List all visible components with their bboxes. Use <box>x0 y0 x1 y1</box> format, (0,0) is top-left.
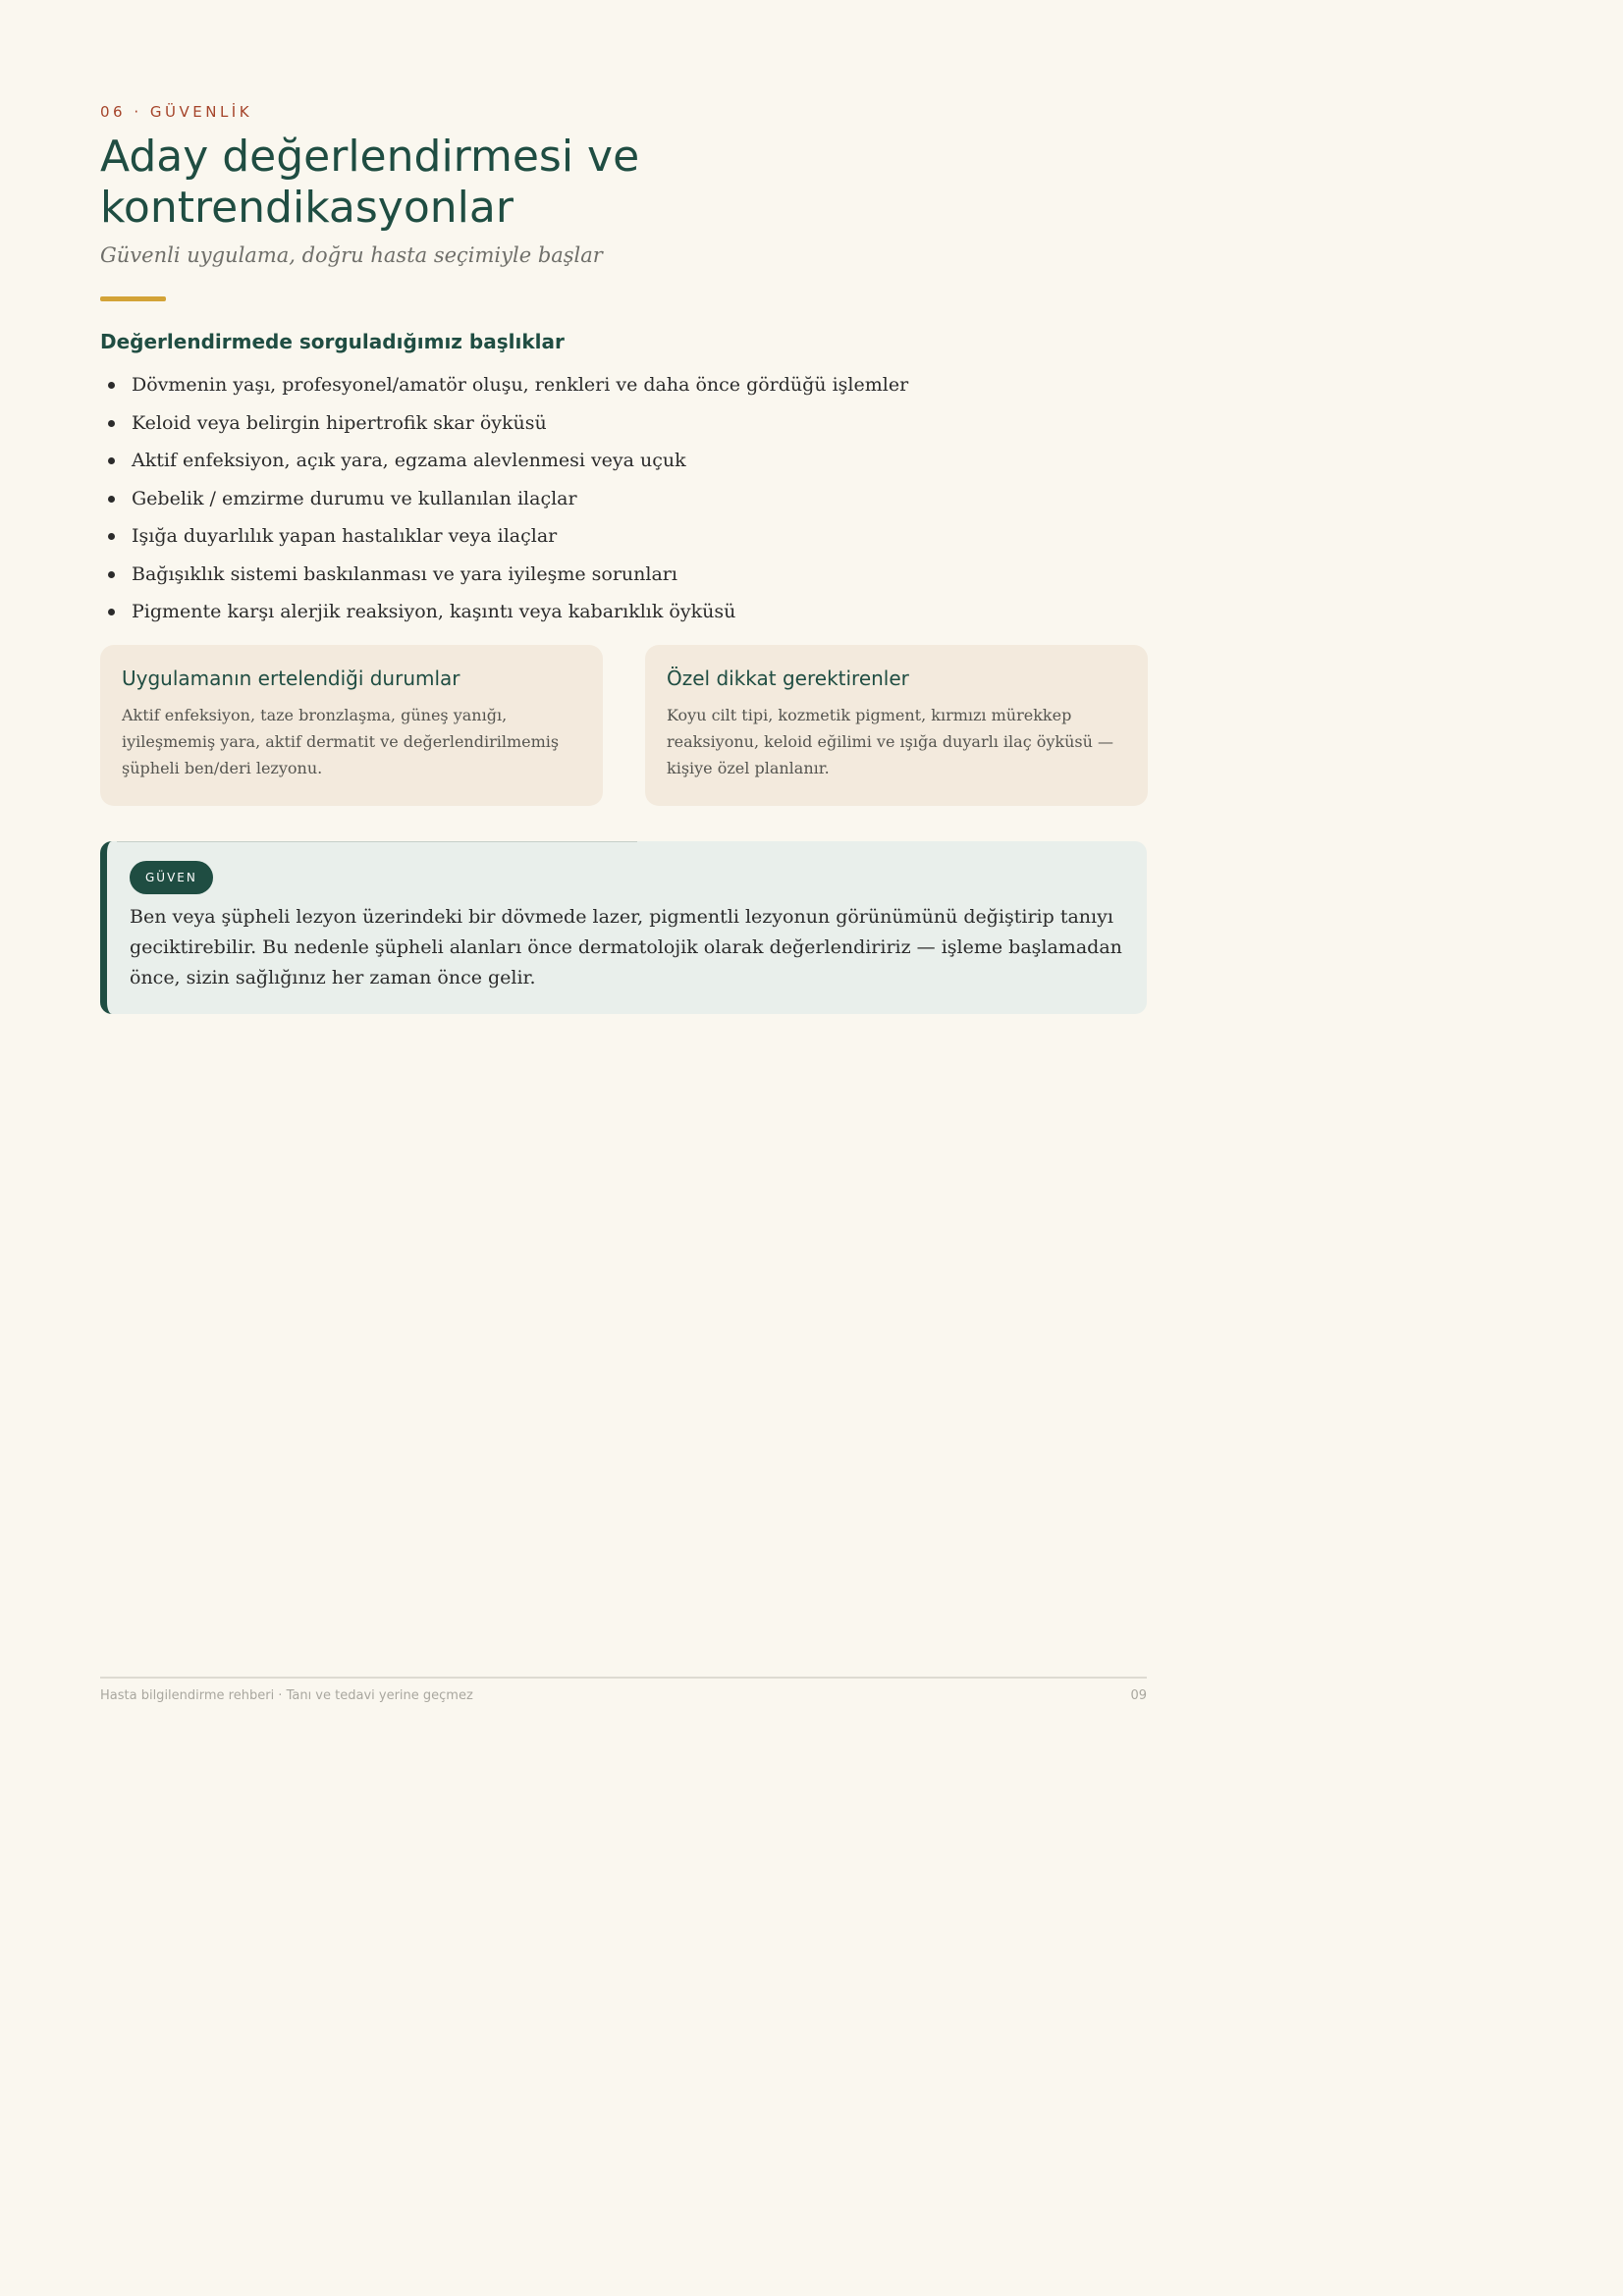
assessment-heading: Değerlendirmede sorguladığımız başlıklar <box>100 330 565 353</box>
deferral-card-text: Aktif enfeksiyon, taze bronzlaşma, güneş yanığı, iyileşmemiş yara, aktif dermatit ve değerlendirilmemiş şüpheli ben/deri lezyonu. <box>122 706 560 777</box>
page-title: Aday değerlendirmesi ve kontrendikasyonlar <box>100 132 640 233</box>
list-item: Bağışıklık sistemi baskılanması ve yara iyileşme sorunları <box>100 556 908 594</box>
page-subtitle: Güvenli uygulama, doğru hasta seçimiyle başlar <box>100 243 603 267</box>
special-care-card-text: Koyu cilt tipi, kozmetik pigment, kırmızı mürekkep reaksiyonu, keloid eğilimi ve ışığa duyarlı ilaç öyküsü — kişiye özel planlanır. <box>667 706 1114 777</box>
list-item: Pigmente karşı alerjik reaksiyon, kaşıntı veya kabarıklık öyküsü <box>100 593 908 631</box>
callout-divider <box>117 841 637 842</box>
special-care-card <box>645 645 1148 806</box>
list-item: Aktif enfeksiyon, açık yara, egzama alevlenmesi veya uçuk <box>100 442 908 480</box>
special-care-card-title: Özel dikkat gerektirenler <box>667 667 909 690</box>
section-eyebrow: 06 · GÜVENLİK <box>100 103 253 121</box>
page-number: 09 <box>1130 1688 1147 1703</box>
trust-badge: GÜVEN <box>130 861 213 894</box>
list-item: Dövmenin yaşı, profesyonel/amatör oluşu, renkleri ve daha önce gördüğü işlemler <box>100 366 908 404</box>
list-item: Işığa duyarlılık yapan hastalıklar veya ilaçlar <box>100 517 908 556</box>
accent-rule <box>100 296 166 301</box>
callout-text: Ben veya şüpheli lezyon üzerindeki bir dövmede lazer, pigmentli lezyonun görünümünü değiştirip tanıyı geciktirebilir. Bu nedenle şüpheli alanları önce dermatolojik olarak değerlendiririz — işleme başlamadan önce, sizin sağlığınız her zaman önce gelir. <box>130 906 1122 988</box>
list-item: Gebelik / emzirme durumu ve kullanılan ilaçlar <box>100 480 908 518</box>
trust-callout <box>100 841 1147 1014</box>
list-item: Keloid veya belirgin hipertrofik skar öyküsü <box>100 404 908 443</box>
deferral-card <box>100 645 603 806</box>
footer-note: Hasta bilgilendirme rehberi · Tanı ve tedavi yerine geçmez <box>100 1688 473 1703</box>
footer-divider <box>100 1677 1147 1679</box>
assessment-list <box>100 366 908 631</box>
deferral-card-title: Uygulamanın ertelendiği durumlar <box>122 667 460 690</box>
